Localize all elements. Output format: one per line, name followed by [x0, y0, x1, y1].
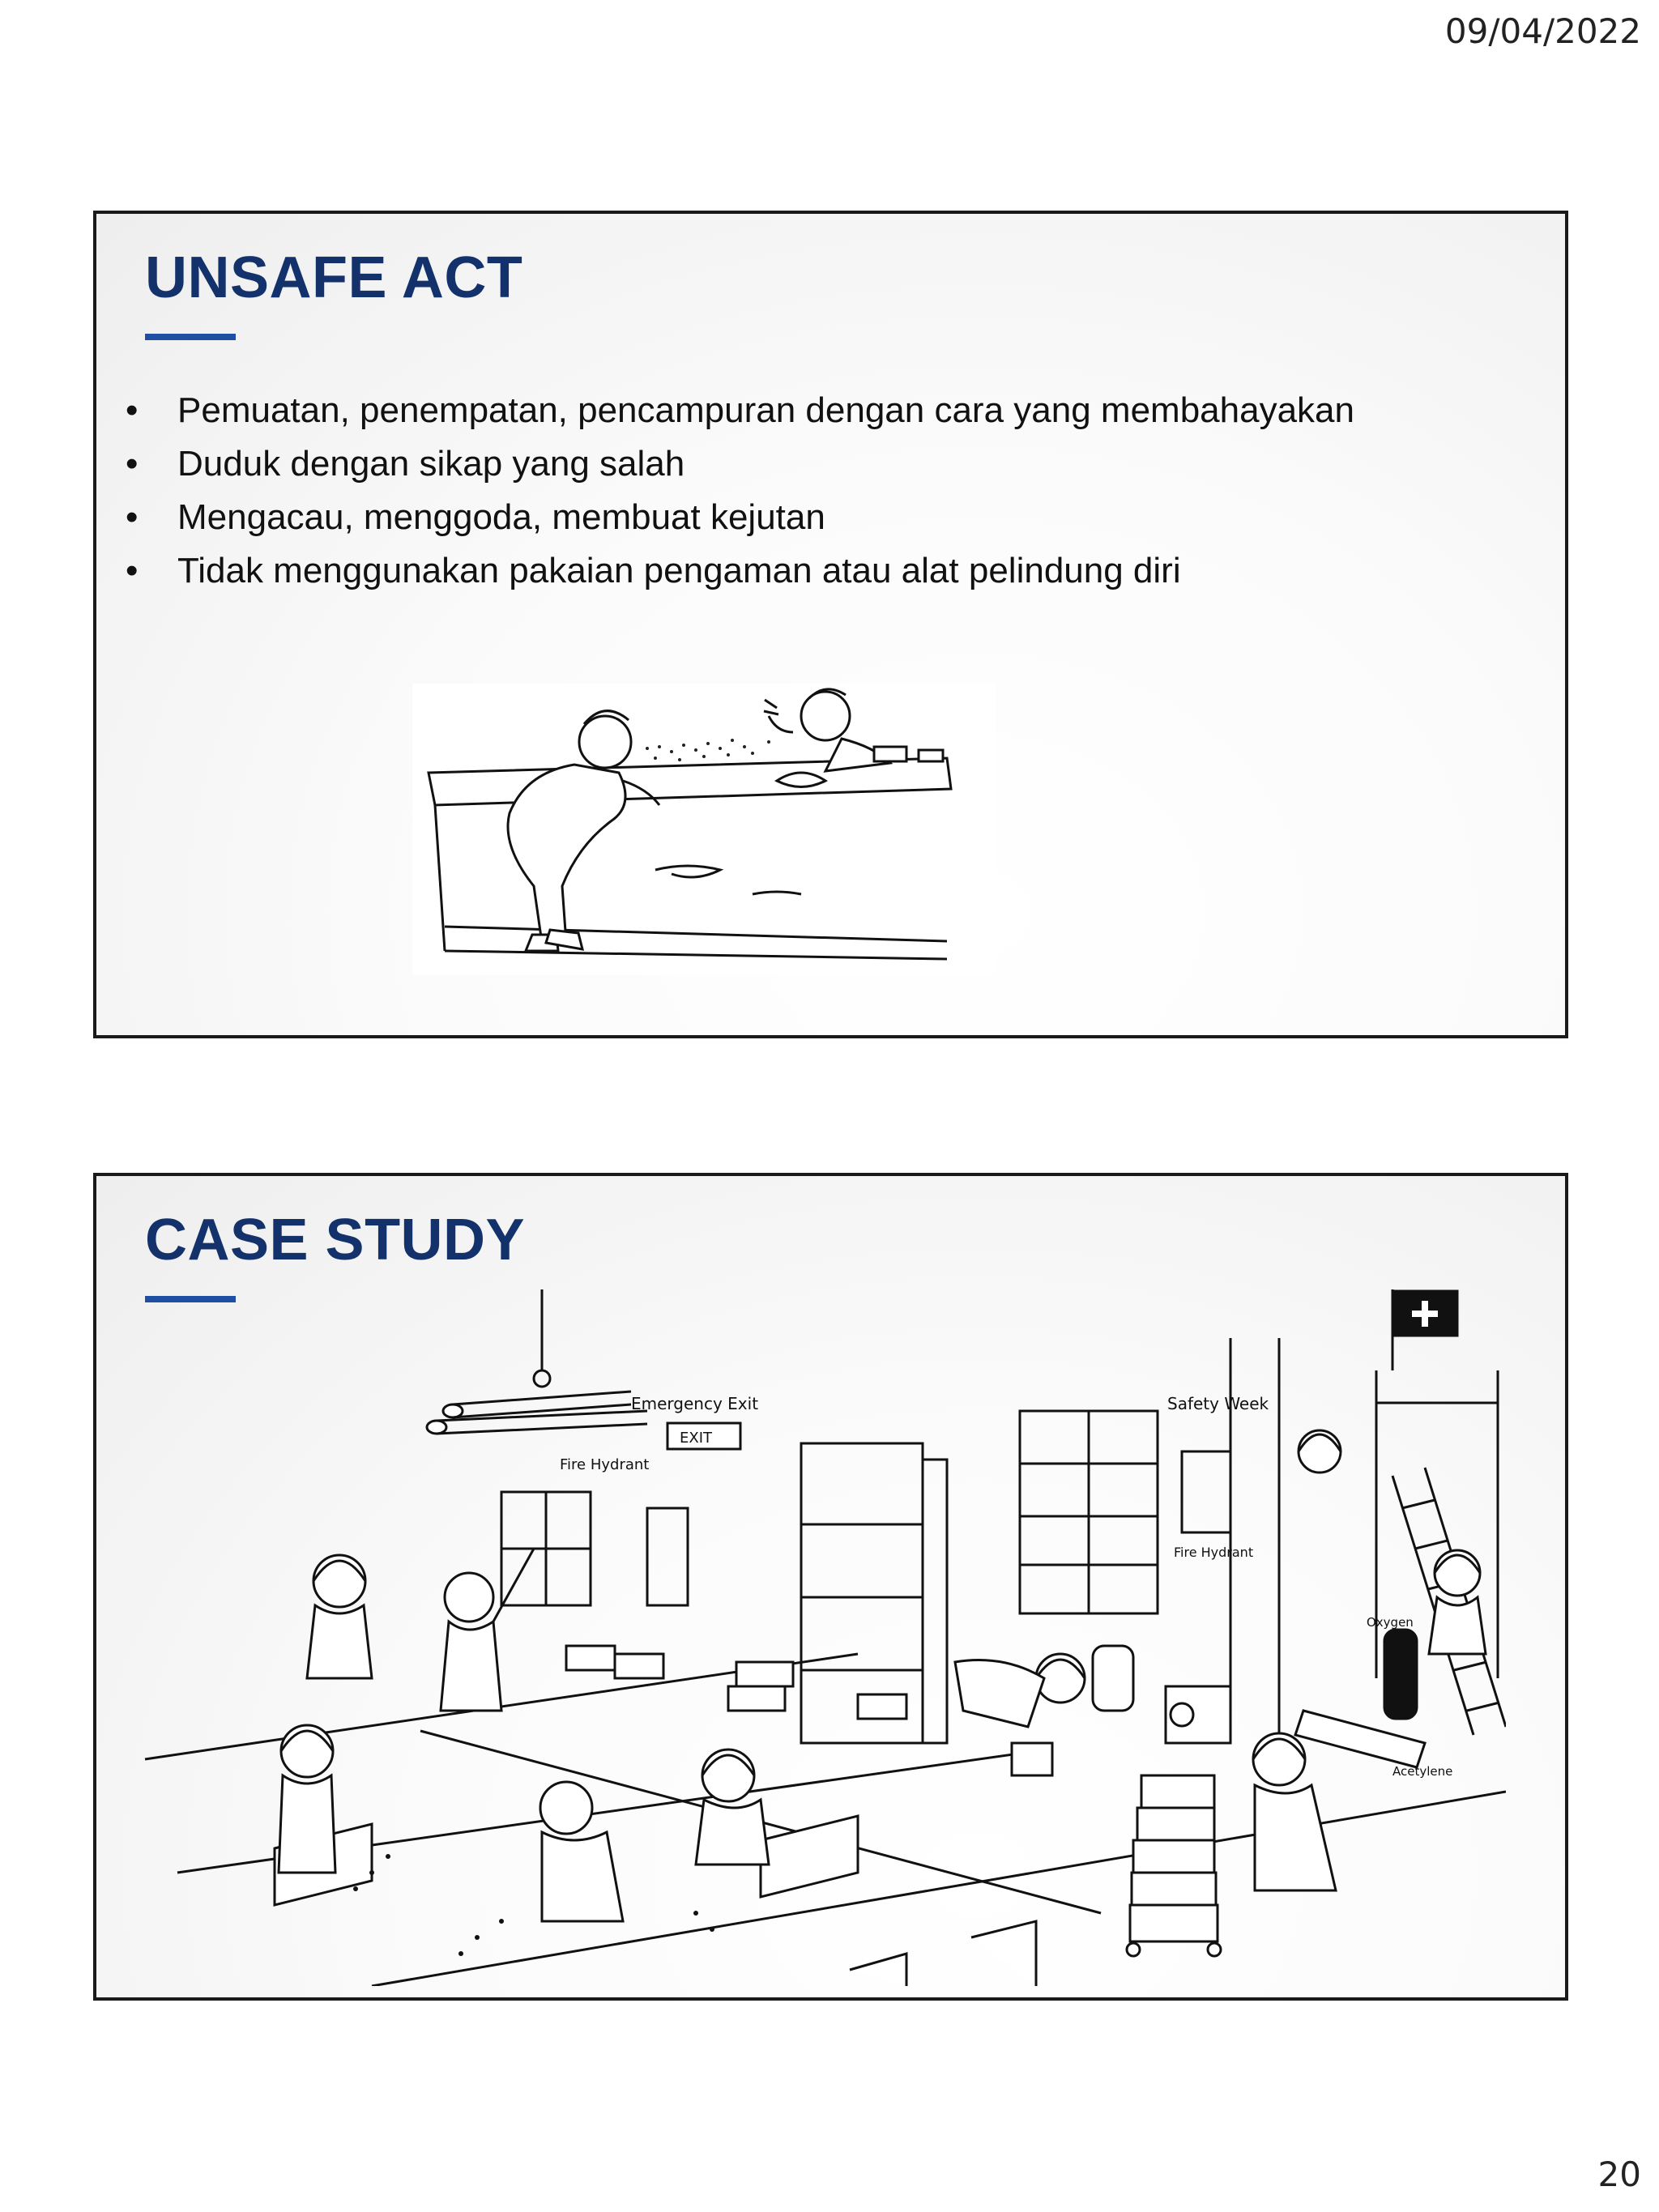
bullet-text: Tidak menggunakan pakaian pengaman atau alat pelindung diri: [177, 551, 1181, 590]
bullet-item: • Duduk dengan sikap yang salah: [126, 444, 685, 484]
label-fire-hydrant-left: Fire Hydrant: [560, 1456, 650, 1473]
bullet-list: [119, 384, 1354, 598]
bullet-item: • Pemuatan, penempatan, pencampuran dengan cara yang membahayakan: [126, 390, 1354, 430]
title-underline: [145, 334, 236, 340]
bullet-item: • Tidak menggunakan pakaian pengaman atau alat pelindung diri: [126, 551, 1181, 590]
bullet-item: • Mengacau, menggoda, membuat kejutan: [126, 497, 825, 537]
slide-title: CASE STUDY: [145, 1208, 526, 1272]
page-number: 20: [1597, 2154, 1641, 2194]
construction-site-illustration: [129, 1289, 1506, 1986]
label-fire-hydrant-right: Fire Hydrant: [1174, 1545, 1254, 1560]
slide-case-study: [93, 1173, 1568, 2001]
label-acetylene: Acetylene: [1392, 1764, 1453, 1779]
header-date: 09/04/2022: [1444, 11, 1641, 51]
slide-unsafe-act: [93, 211, 1568, 1038]
workbench-illustration: [412, 684, 996, 975]
slide-title: UNSAFE ACT: [145, 245, 523, 310]
bullet-text: Mengacau, menggoda, membuat kejutan: [177, 497, 825, 537]
label-emergency-exit: Emergency Exit: [631, 1394, 759, 1413]
bullet-text: Pemuatan, penempatan, pencampuran dengan cara yang membahayakan: [177, 390, 1354, 430]
label-exit-sign: EXIT: [680, 1430, 713, 1447]
label-oxygen: Oxygen: [1367, 1615, 1414, 1630]
bullet-text: Duduk dengan sikap yang salah: [177, 444, 685, 484]
label-safety-week: Safety Week: [1167, 1394, 1269, 1413]
